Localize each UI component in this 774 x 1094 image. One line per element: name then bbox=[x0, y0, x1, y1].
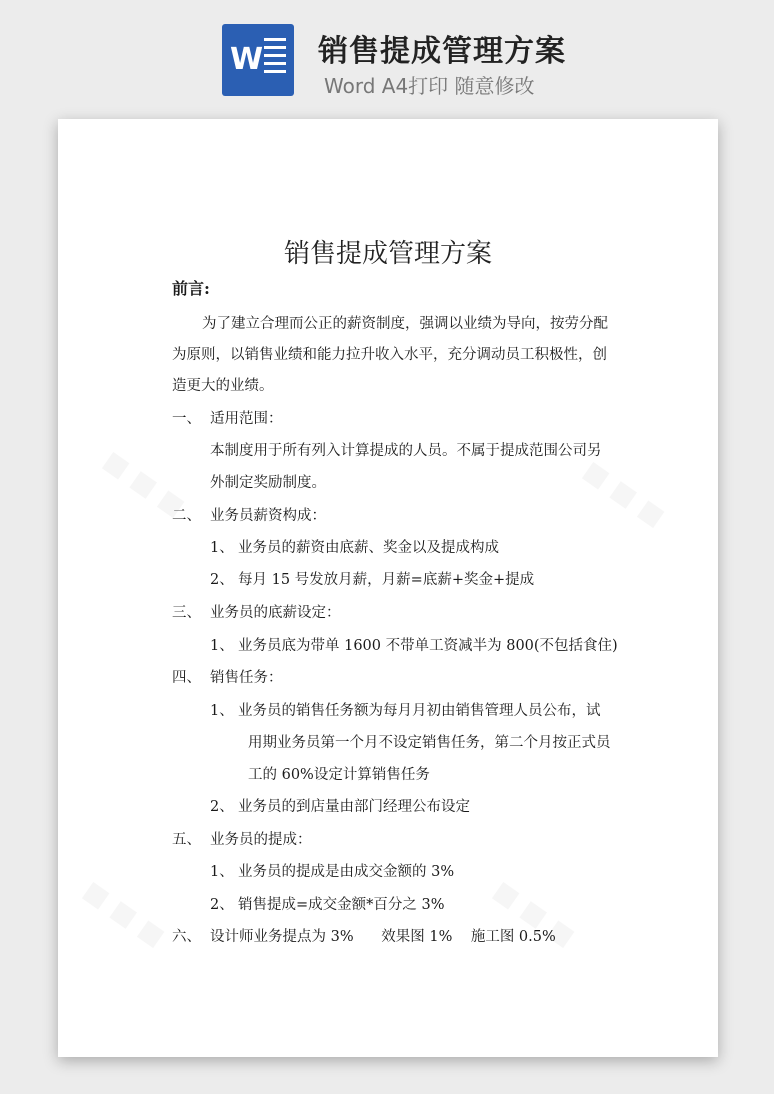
word-icon-lines bbox=[264, 38, 286, 82]
section-number: 五、 bbox=[172, 832, 201, 848]
preface-heading: 前言: bbox=[172, 279, 210, 298]
list-item-number: 1、 bbox=[210, 703, 234, 719]
preface-line: 造更大的业绩。 bbox=[172, 378, 274, 394]
list-item-text: 业务员的到店量由部门经理公布设定 bbox=[238, 799, 470, 815]
body-line: 本制度用于所有列入计算提成的人员。不属于提成范围公司另 bbox=[210, 443, 602, 459]
list-item-text: 工的 60%设定计算销售任务 bbox=[248, 767, 430, 783]
list-item-number: 1、 bbox=[210, 540, 234, 556]
section-title: 业务员的提成： bbox=[210, 832, 312, 848]
section-title: 适用范围： bbox=[210, 411, 283, 427]
section-title: 销售任务： bbox=[210, 670, 283, 686]
section-title: 业务员的底薪设定： bbox=[210, 605, 341, 621]
banner-title: 销售提成管理方案 bbox=[318, 34, 566, 69]
list-item-text: 业务员的销售任务额为每月月初由销售管理人员公布，试 bbox=[238, 703, 601, 719]
preface-line: 为了建立合理而公正的薪资制度，强调以业绩为导向，按劳分配 bbox=[202, 316, 608, 332]
banner-subtitle: Word A4打印 随意修改 bbox=[324, 74, 535, 98]
list-item-number: 2、 bbox=[210, 897, 234, 913]
list-item-number: 2、 bbox=[210, 799, 234, 815]
section-number: 四、 bbox=[172, 670, 201, 686]
word-doc-icon bbox=[222, 24, 294, 96]
watermark bbox=[578, 455, 670, 532]
body-line: 外制定奖励制度。 bbox=[210, 475, 326, 491]
list-item-text: 业务员的提成是由成交金额的 3% bbox=[238, 864, 455, 880]
section-number: 六、 bbox=[172, 929, 201, 945]
list-item-number: 2、 bbox=[210, 572, 234, 588]
preface-line: 为原则，以销售业绩和能力拉升收入水平，充分调动员工积极性，创 bbox=[172, 347, 607, 363]
header-banner bbox=[0, 0, 774, 118]
list-item-text: 销售提成=成交金额*百分之 3% bbox=[238, 897, 445, 913]
document-page bbox=[58, 119, 718, 1057]
list-item-text: 用期业务员第一个月不设定销售任务，第二个月按正式员 bbox=[248, 735, 611, 751]
section-number: 三、 bbox=[172, 605, 201, 621]
section-title: 设计师业务提点为 3% 效果图 1% 施工图 0.5% bbox=[210, 929, 556, 945]
list-item-number: 1、 bbox=[210, 638, 234, 654]
watermark bbox=[78, 875, 170, 952]
list-item-text: 业务员的薪资由底薪、奖金以及提成构成 bbox=[238, 540, 499, 556]
list-item-text: 每月 15 号发放月薪，月薪=底薪+奖金+提成 bbox=[238, 572, 535, 588]
list-item-number: 1、 bbox=[210, 864, 234, 880]
section-number: 二、 bbox=[172, 508, 201, 524]
section-number: 一、 bbox=[172, 411, 201, 427]
list-item-text: 业务员底为带单 1600 不带单工资减半为 800(不包括食住) bbox=[238, 638, 618, 654]
section-title: 业务员薪资构成： bbox=[210, 508, 326, 524]
document-title: 销售提成管理方案 bbox=[283, 239, 492, 269]
word-icon-letter: W bbox=[230, 42, 264, 77]
